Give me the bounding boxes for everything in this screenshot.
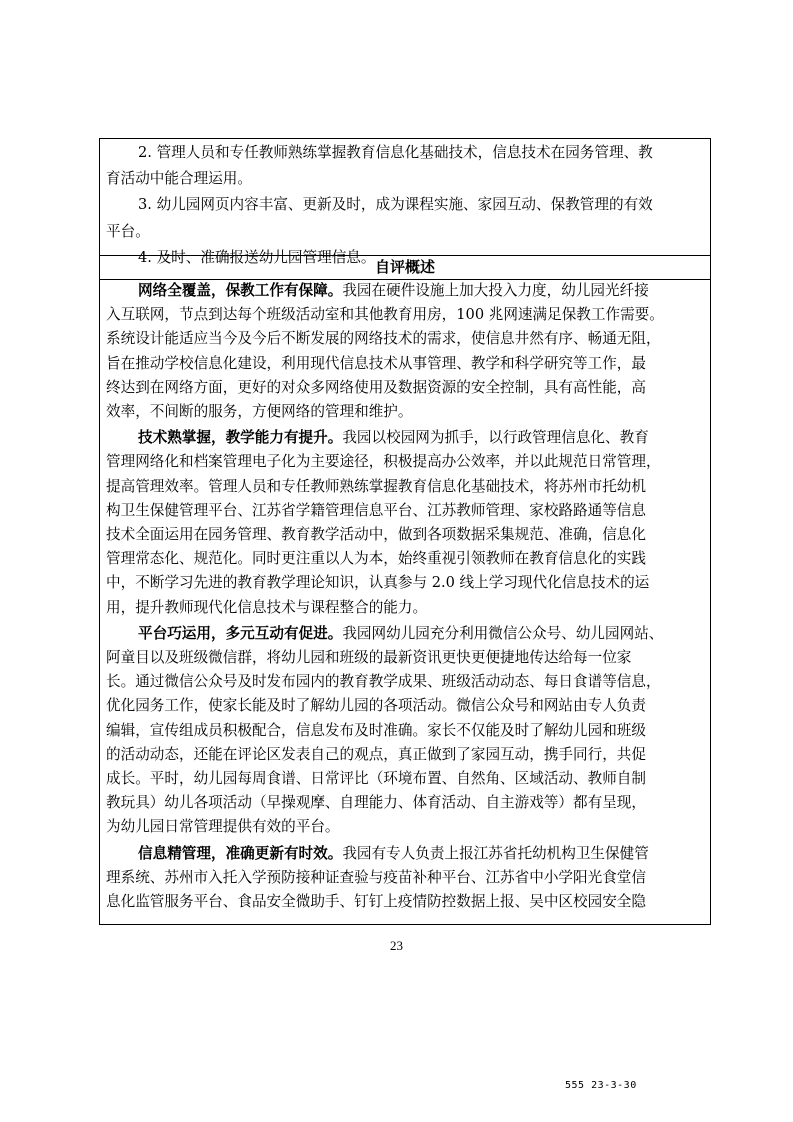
paragraph-line: 优化园务工作，使家长能及时了解幼儿园的各项活动。微信公众号和网站由专人负责 xyxy=(106,697,646,715)
paragraph-text: 我园在硬件设施上加大投入力度，幼儿园光纤接 xyxy=(342,282,649,299)
goal-line: 2. 管理人员和专任教师熟练掌握教育信息化基础技术，信息技术在园务管理、教 xyxy=(138,144,653,161)
paragraph-line: 成长。平时，幼儿园每周食谱、日常评比（环境布置、自然角、区域活动、教师自制 xyxy=(106,770,646,788)
paragraph-text: 我园网幼儿园充分利用微信公众号、幼儿园网站、 xyxy=(342,624,664,642)
paragraph-first-line xyxy=(100,842,710,866)
paragraph-line: 效率，不间断的服务，方便网络的管理和维护。 xyxy=(106,403,413,421)
content-table xyxy=(99,138,711,925)
paragraph-line: 中，不断学习先进的教育教学理论知识，认真参与 2.0 线上学习现代化信息技术的运 xyxy=(106,574,650,592)
paragraph-line: 用，提升教师现代化信息技术与课程整合的能力。 xyxy=(106,598,428,616)
paragraph-first-line xyxy=(100,279,710,303)
paragraph-line: 理系统、苏州市入托入学预防接种证查验与疫苗补种平台、江苏省中小学阳光食堂信 xyxy=(106,868,646,886)
paragraph-line: 终达到在网络方面，更好的对众多网络使用及数据资源的安全控制，具有高性能，高 xyxy=(106,378,646,396)
paragraph-first-line xyxy=(100,426,710,450)
footer-stamp: 555 23-3-30 xyxy=(565,1080,637,1091)
paragraph-line: 息化监管服务平台、食品安全微助手、钉钉上疫情防控数据上报、吴中区校园安全隐 xyxy=(106,893,646,911)
paragraph-lead: 信息精管理，准确更新有时效。 xyxy=(138,844,343,862)
self-evaluation-body xyxy=(100,279,710,924)
paragraph-line: 为幼儿园日常管理提供有效的平台。 xyxy=(106,818,340,836)
paragraph-line: 旨在推动学校信息化建设，利用现代信息技术从事管理、教学和科学研究等工作，最 xyxy=(106,354,646,372)
page-number: 23 xyxy=(390,938,403,953)
paragraph-line: 管理网络化和档案管理电子化为主要途径，积极提高办公效率，并以此规范日常管理， xyxy=(106,453,661,471)
paragraph-line: 技术全面运用在园务管理、教育教学活动中，做到各项数据采集规范、准确，信息化 xyxy=(106,526,646,544)
paragraph-first-line xyxy=(100,622,710,646)
goal-line: 平台。 xyxy=(106,222,150,240)
goals-cell xyxy=(100,139,710,266)
paragraph-lead: 技术熟掌握，教学能力有提升。 xyxy=(138,429,343,447)
paragraph-line: 编辑，宣传组成员积极配合，信息发布及时准确。家长不仅能及时了解幼儿园和班级 xyxy=(106,721,646,739)
paragraph-line: 阿童目以及班级微信群，将幼儿园和班级的最新资讯更快更便捷地传达给每一位家 xyxy=(106,649,632,667)
paragraph-line: 提高管理效率。管理人员和专任教师熟练掌握教育信息化基础技术，将苏州市托幼机 xyxy=(106,477,646,495)
paragraph-lead: 网络全覆盖，保教工作有保障。 xyxy=(138,282,343,299)
paragraph-line: 的活动动态，还能在评论区发表自己的观点，真正做到了家园互动，携手同行，共促 xyxy=(106,745,646,763)
paragraph-line: 管理常态化、规范化。同时更注重以人为本，始终重视引领教师在教育信息化的实践 xyxy=(106,550,646,568)
goal-line: 育活动中能合理运用。 xyxy=(106,170,252,188)
paragraph-line: 入互联网，节点到达每个班级活动室和其他教育用房，100 兆网速满足保教工作需要。 xyxy=(106,306,664,324)
paragraph-line: 教玩具）幼儿各项活动（早操观摩、自理能力、体育活动、自主游戏等）都有呈现， xyxy=(106,794,646,812)
paragraph-line: 系统设计能适应当今及今后不断发展的网络技术的需求，使信息井然有序、畅通无阻， xyxy=(106,330,661,348)
goal-line: 4. 及时、准确报送幼儿园管理信息。 xyxy=(138,248,376,266)
section-header: 自评概述 xyxy=(100,255,710,280)
paragraph-line: 构卫生保健管理平台、江苏省学籍管理信息平台、江苏教师管理、家校路路通等信息 xyxy=(106,501,646,519)
paragraph-text: 我园以校园网为抓手，以行政管理信息化、教育 xyxy=(342,429,649,447)
paragraph-text: 我园有专人负责上报江苏省托幼机构卫生保健管 xyxy=(342,844,649,862)
goal-line: 3. 幼儿园网页内容丰富、更新及时，成为课程实施、家园互动、保教管理的有效 xyxy=(138,196,653,214)
paragraph-line: 长。通过微信公众号及时发布园内的教育教学成果、班级活动动态、每日食谱等信息， xyxy=(106,673,661,691)
paragraph-lead: 平台巧运用，多元互动有促进。 xyxy=(138,624,343,642)
